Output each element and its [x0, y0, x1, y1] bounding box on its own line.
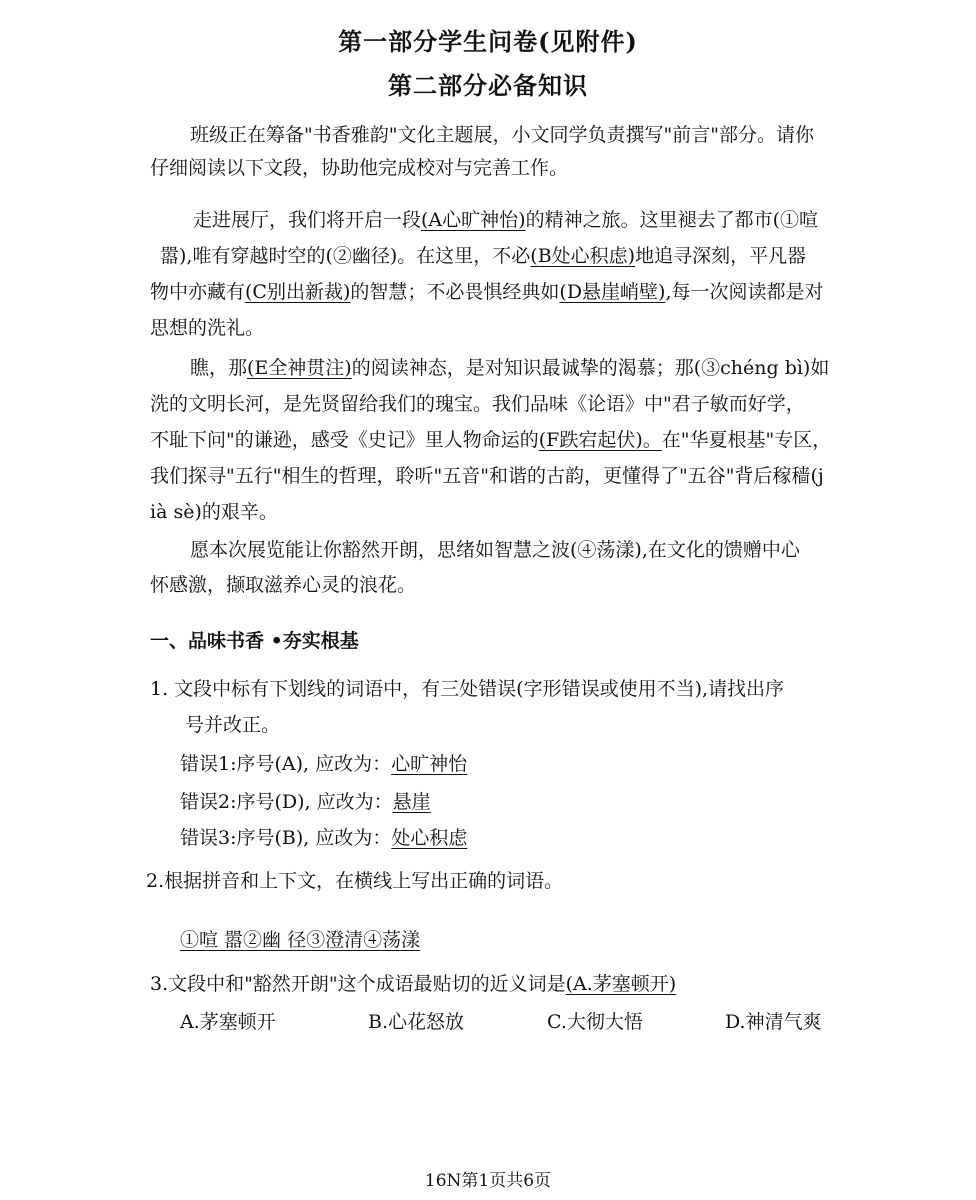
passage-p1-line-1: 走进展厅，我们将开启一段(A心旷神怡)的精神之旅。这里褪去了都市(①喧 [193, 209, 818, 231]
underlined-term-b: (B处心积虑) [530, 245, 636, 267]
intro-line-1: 班级正在筹备"书香雅韵"文化主题展，小文同学负责撰写"前言"部分。请你 [190, 124, 814, 146]
q3-option-a: A.茅塞顿开 [180, 1011, 276, 1033]
q1-line-1: 1. 文段中标有下划线的词语中，有三处错误(字形错误或使用不当),请找出序 [150, 678, 785, 700]
part1-title: 第一部分学生问卷(见附件) [338, 27, 638, 56]
q3-option-d: D.神清气爽 [725, 1011, 822, 1033]
intro-line-2: 仔细阅读以下文段，协助他完成校对与完善工作。 [150, 157, 569, 179]
q2-line: 2.根据拼音和上下文，在横线上写出正确的词语。 [146, 870, 564, 892]
passage-p3-line-1: 愿本次展览能让你豁然开朗，思绪如智慧之波(④荡漾),在文化的馈赠中心 [190, 539, 800, 561]
passage-p2-line-3: 不耻下问"的谦逊，感受《史记》里人物命运的(F跌宕起伏)。在"华夏根基"专区， [150, 429, 832, 451]
q1-answer-1: 错误1:序号(A), 应改为：心旷神怡 [180, 753, 468, 775]
passage-p1-line-4: 思想的洗礼。 [150, 317, 265, 339]
q1-answer-2-text: 悬崖 [392, 791, 431, 813]
passage-p2-line-5: ià sè)的艰辛。 [150, 501, 278, 523]
q3-option-c: C.大彻大悟 [547, 1011, 643, 1033]
passage-p2-line-4: 我们探寻"五行"相生的哲理，聆听"五音"和谐的古韵，更懂得了"五谷"背后稼穑(j [150, 465, 824, 487]
underlined-term-d: (D悬崖峭壁) [559, 281, 666, 303]
q3-line: 3.文段中和"豁然开朗"这个成语最贴切的近义词是(A.茅塞顿开) [150, 973, 677, 995]
section-heading: 一、品味书香 •夯实根基 [150, 630, 359, 652]
underlined-term-f: (F跌宕起伏)。 [538, 429, 662, 451]
page-footer: 16N第1页共6页 [424, 1171, 552, 1191]
passage-p1-line-2: 嚣),唯有穿越时空的(②幽径)。在这里，不必(B处心积虑)地追寻深刻，平凡器 [160, 245, 807, 267]
q1-answer-1-text: 心旷神怡 [391, 753, 468, 775]
q3-answer: (A.茅塞顿开) [565, 973, 677, 995]
q2-answer: ①喧 嚣②幽 径③澄清④荡漾 [180, 929, 421, 951]
part2-title: 第二部分必备知识 [388, 71, 588, 100]
passage-p2-line-2: 洗的文明长河，是先贤留给我们的瑰宝。我们品味《论语》中"君子敏而好学， [150, 393, 805, 415]
underlined-term-a: (A心旷神怡) [421, 209, 526, 231]
passage-p1-line-3: 物中亦藏有(C别出新裁)的智慧；不必畏惧经典如(D悬崖峭壁),每一次阅读都是对 [150, 281, 824, 303]
q1-line-2: 号并改正。 [185, 714, 281, 736]
q3-option-b: B.心花怒放 [368, 1011, 465, 1033]
passage-p2-line-1: 瞧，那(E全神贯注)的阅读神态，是对知识最诚挚的渴慕；那(③chéng bì)如 [190, 357, 830, 379]
q1-answer-3-text: 处心积虑 [391, 827, 468, 849]
passage-p3-line-2: 怀感激，撷取滋养心灵的浪花。 [150, 574, 417, 596]
underlined-term-c: (C别出新裁) [245, 281, 351, 303]
q1-answer-3: 错误3:序号(B), 应改为：处心积虑 [180, 827, 468, 849]
q1-answer-2: 错误2:序号(D), 应改为：悬崖 [180, 791, 431, 813]
underlined-term-e: (E全神贯注) [247, 357, 352, 379]
